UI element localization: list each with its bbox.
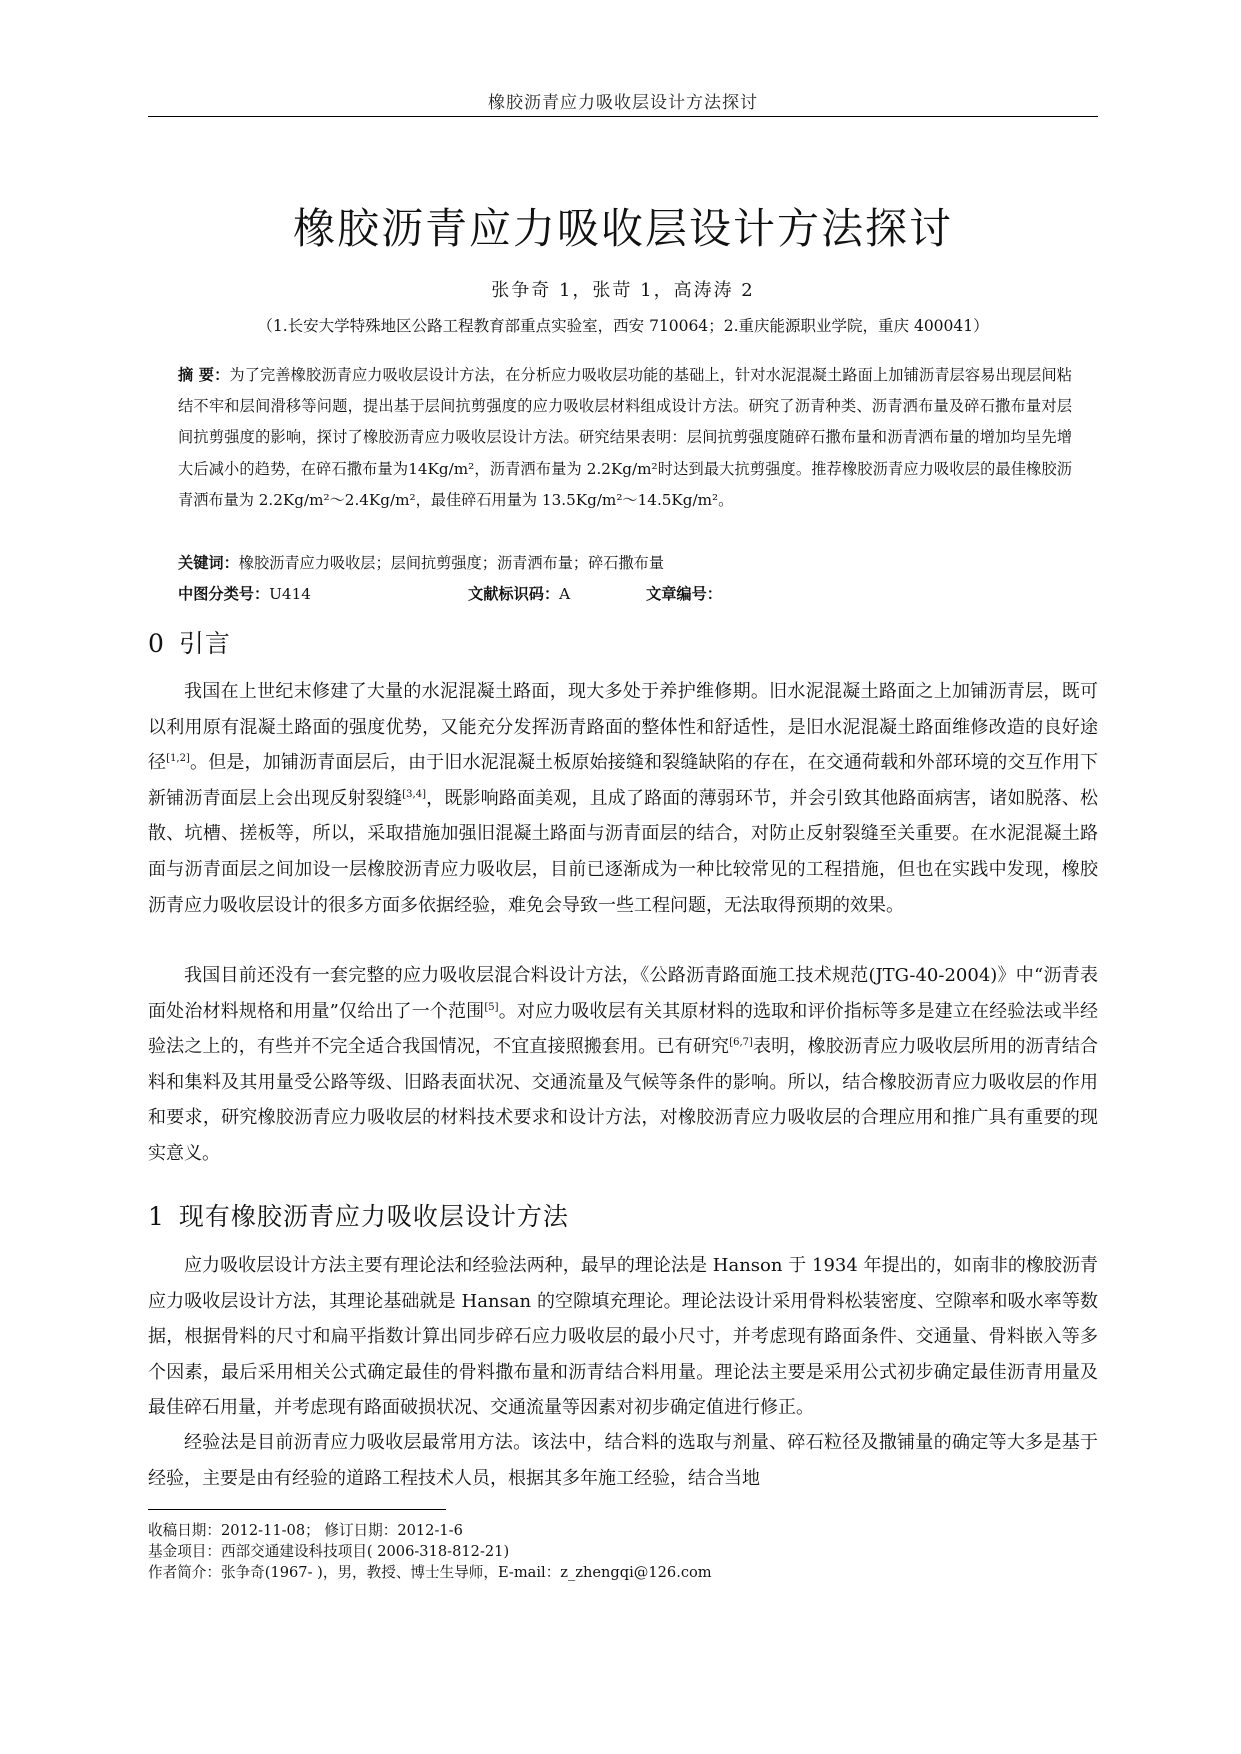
clc-value: U414 [269,585,311,603]
header-rule [148,116,1098,117]
doc-code-label: 文献标识码： [468,585,560,603]
citation: [3,4] [402,788,426,800]
abstract [178,360,1072,516]
keywords-label: 关键词： [178,554,239,572]
section-heading-methods [148,1197,569,1233]
paragraph-text: 应力吸收层设计方法主要有理论法和经验法两种，最早的理论法是 Hanson 于 1934 年提出的，如南非的橡胶沥青应力吸收层设计方法，其理论基础就是 Hansan 的空隙填充理论。理论法设计采用骨料松装密度、空隙率和吸水率等数据，根据骨料的尺寸和扁平指数计算出同步碎石应力吸收层的最小尺寸，并考虑现有路面条件、交通量、骨料嵌入等多个因素，最后采用相关公式确定最佳的骨料撒布量和沥青结合料用量。理论法主要是采用公式初步确定最佳沥青用量及最佳碎石用量，并考虑现有路面破损状况、交通流量等因素对初步确定值进行修正。 [148,1255,1098,1419]
abstract-label: 摘 要： [178,366,230,384]
abstract-text: 为了完善橡胶沥青应力吸收层设计方法，在分析应力吸收层功能的基础上，针对水泥混凝土路面上加铺沥青层容易出现层间粘结不牢和层间滑移等问题，提出基于层间抗剪强度的应力吸收层材料组成设计方法。研究了沥青种类、沥青洒布量及碎石撒布量对层间抗剪强度的影响，探讨了橡胶沥青应力吸收层设计方法。研究结果表明：层间抗剪强度随碎石撒布量和沥青洒布量的增加均呈先增大后减小的趋势，在碎石撒布量为14Kg/m²，沥青洒布量为 2.2Kg/m²时达到最大抗剪强度。推荐橡胶沥青应力吸收层的最佳橡胶沥青洒布量为 2.2Kg/m²～2.4Kg/m²，最佳碎石用量为 13.5Kg/m²～14.5Kg/m²。 [178,366,1072,509]
section-number: 1 [148,1202,165,1231]
paragraph [148,958,1098,1172]
paragraph-text: 表明，橡胶沥青应力吸收层所用的沥青结合料和集料及其用量受公路等级、旧路表面状况、交通流量及气候等条件的影响。所以，结合橡胶沥青应力吸收层的作用和要求，研究橡胶沥青应力吸收层的材料技术要求和设计方法，对橡胶沥青应力吸收层的合理应用和推广具有重要的现实意义。 [148,1036,1099,1164]
section-title: 引言 [178,629,231,658]
keywords [178,548,1072,579]
doc-code-value: A [559,585,571,603]
paragraph-text: ，既影响路面美观，且成了路面的薄弱环节，并会引致其他路面病害，诸如脱落、松散、坑槽、搓板等，所以，采取措施加强旧混凝土路面与沥青面层的结合，对防止反射裂缝至关重要。在水泥混凝土路面与沥青面层之间加设一层橡胶沥青应力吸收层，目前已逐渐成为一种比较常见的工程措施，但也在实践中发现，橡胶沥青应力吸收层设计的很多方面多依据经验，难免会导致一些工程问题，无法取得预期的效果。 [148,787,1099,916]
section-heading-intro [148,624,231,660]
paragraph [148,1425,1098,1496]
paragraph-text: 。对应力吸收层有关其原材料的选取和评价指标等多是建立在经验法或半经验法之上的，有些并不完全适合我国情况，不宜直接照搬套用。已有研究 [148,1000,1099,1058]
footnotes [148,1520,1098,1583]
classification-line [178,579,1072,610]
authors: 张争奇 1，张苛 1，高涛涛 2 [491,280,755,301]
footnote-rule [148,1509,446,1510]
affiliation: （1.长安大学特殊地区公路工程教育部重点实验室，西安 710064；2.重庆能源职业学院，重庆 400041） [257,317,989,335]
paragraph-text: 经验法是目前沥青应力吸收层最常用方法。该法中，结合料的选取与剂量、碎石粒径及撒铺量的确定等大多是基于经验，主要是由有经验的道路工程技术人员，根据其多年施工经验，结合当地 [148,1432,1098,1489]
paragraph-text: 。但是，加铺沥青面层后，由于旧水泥混凝土板原始接缝和裂缝缺陷的存在，在交通荷载和外部环境的交互作用下新铺沥青面层上会出现反射裂缝 [148,752,1099,809]
article-number-label: 文章编号： [646,585,722,603]
citation: [6,7] [729,1037,753,1049]
keywords-text: 橡胶沥青应力吸收层；层间抗剪强度；沥青洒布量；碎石撒布量 [238,554,664,572]
running-head: 橡胶沥青应力吸收层设计方法探讨 [488,93,758,113]
paragraph-text: 我国在上世纪末修建了大量的水泥混凝土路面，现大多处于养护维修期。旧水泥混凝土路面之上加铺沥青层，既可以利用原有混凝土路面的强度优势，又能充分发挥沥青路面的整体性和舒适性，是旧水泥混凝土路面维修改造的良好途径 [148,681,1098,774]
section-number: 0 [148,629,165,658]
clc-label: 中图分类号： [178,585,270,603]
citation: [1,2] [166,753,190,765]
paragraph [148,1248,1098,1426]
paragraph [148,674,1098,923]
citation: [5] [484,1001,499,1013]
paper-title: 橡胶沥青应力吸收层设计方法探讨 [292,204,953,253]
footnote-author: 作者简介：张争奇(1967- )，男，教授、博士生导师，E-mail：z_zhengqi@126.com [148,1564,712,1581]
paragraph-text: 我国目前还没有一套完整的应力吸收层混合料设计方法，《公路沥青路面施工技术规范(JTG-40-2004)》中“沥青表面处治材料规格和用量”仅给出了一个范围 [148,965,1098,1022]
section-title: 现有橡胶沥青应力吸收层设计方法 [178,1202,569,1231]
footnote-fund: 基金项目：西部交通建设科技项目( 2006-318-812-21) [148,1543,510,1560]
footnote-received: 收稿日期：2012-11-08； 修订日期：2012-1-6 [148,1522,463,1539]
